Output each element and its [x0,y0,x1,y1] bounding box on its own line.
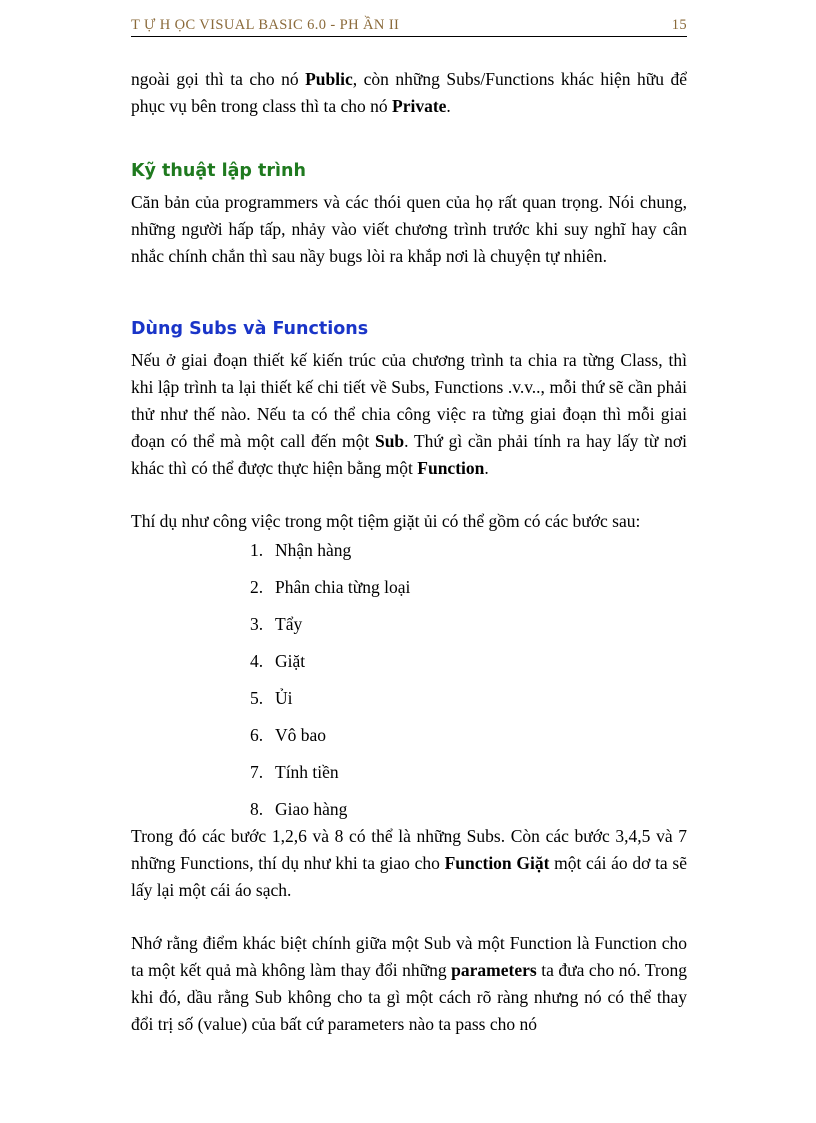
list-number: 4. [250,651,264,671]
paragraph-programming-technique: Căn bản của programmers và các thói quen của họ rất quan trọng. Nói chung, những người hấp tấp, nhảy vào viết chương trình trước khi suy nghĩ hay cân nhắc chính chắn thì sau nầy bugs lòi ra khắp nơi là chuyện tự nhiên. [131,192,687,266]
list-label: Ủi [275,688,293,708]
list-item [250,759,687,796]
list-number: 3. [250,614,264,634]
list-item [250,685,687,722]
list-item [250,722,687,759]
page-body [131,66,687,1038]
list-item [250,796,687,823]
text-run: , còn những Subs/Functions khác hiện hữu để phục vụ bên trong class thì ta cho nó [131,69,687,116]
list-item [250,574,687,611]
list-item [250,611,687,648]
text-run: . Thứ gì cần phải tính ra hay lấy từ nơi khác thì có thể được thực hiện bằng một [131,431,687,478]
text-run: ngoài gọi thì ta cho nó [131,69,306,89]
text-run: một cái áo dơ ta sẽ lấy lại một cái áo sạch. [131,853,687,900]
list-label: Tính tiền [275,762,339,782]
bold-term-function-giat: Function Giặt [444,853,550,873]
text-run: Nếu ở giai đoạn thiết kế kiến trúc của chương trình ta chia ra từng Class, thì khi lập trình ta lại thiết kế chi tiết về Subs, Functions .v.v.., mỗi thứ sẽ cần phải thử như thế nào. Nếu ta có thể chia công việc ra từng giai đoạn thì mỗi giai đoạn có thể mà một call đến một [131,350,687,451]
text-run: Trong đó các bước 1,2,6 và 8 có thể là những Subs. Còn các bước 3,4,5 và 7 những Functions, thí dụ như khi ta giao cho [131,826,687,873]
bold-term-parameters: parameters [451,960,537,980]
section-heading-subs-functions: Dùng Subs và Functions [131,319,369,339]
list-item [250,648,687,685]
list-label: Phân chia từng loại [275,577,411,597]
page-number: 15 [671,17,687,33]
bold-term-function: Function [417,458,485,478]
text-run: . [484,458,489,478]
text-run: ta đưa cho nó. Trong khi đó, dầu rằng Sub không cho ta gì một cách rõ ràng nhưng nó có thể thay đổi trị số (value) của bất cứ parameters nào ta pass cho nó [131,960,687,1034]
paragraph-subs-functions [131,347,687,482]
paragraph-intro [131,66,687,120]
list-number: 6. [250,725,264,745]
paragraph-example-intro: Thí dụ như công việc trong một tiệm giặt ủi có thể gồm có các bước sau: [131,511,641,531]
list-label: Nhận hàng [275,540,352,560]
list-number: 5. [250,688,264,708]
section-heading-programming-technique: Kỹ thuật lập trình [131,161,306,181]
list-label: Tẩy [275,614,303,634]
bold-term-public: Public [305,69,353,89]
list-label: Vô bao [275,725,327,745]
bold-term-sub: Sub [374,431,405,451]
paragraph-sub-vs-function [131,930,687,1038]
list-number: 2. [250,577,264,597]
paragraph-steps-explanation [131,823,687,904]
header-title: T Ự H ỌC VISUAL BASIC 6.0 - PH ẦN II [131,17,400,33]
list-label: Giao hàng [275,799,348,819]
list-label: Giặt [275,651,306,671]
bold-term-private: Private [392,96,447,116]
text-run: Nhớ rằng điểm khác biệt chính giữa một Sub và một Function là Function cho ta một kết quả mà không làm thay đổi những [131,933,687,980]
list-item [250,537,687,574]
text-run: . [446,96,451,116]
page-header [131,12,687,37]
list-number: 7. [250,762,264,782]
list-number: 8. [250,799,264,819]
steps-list [131,537,687,823]
list-number: 1. [250,540,264,560]
